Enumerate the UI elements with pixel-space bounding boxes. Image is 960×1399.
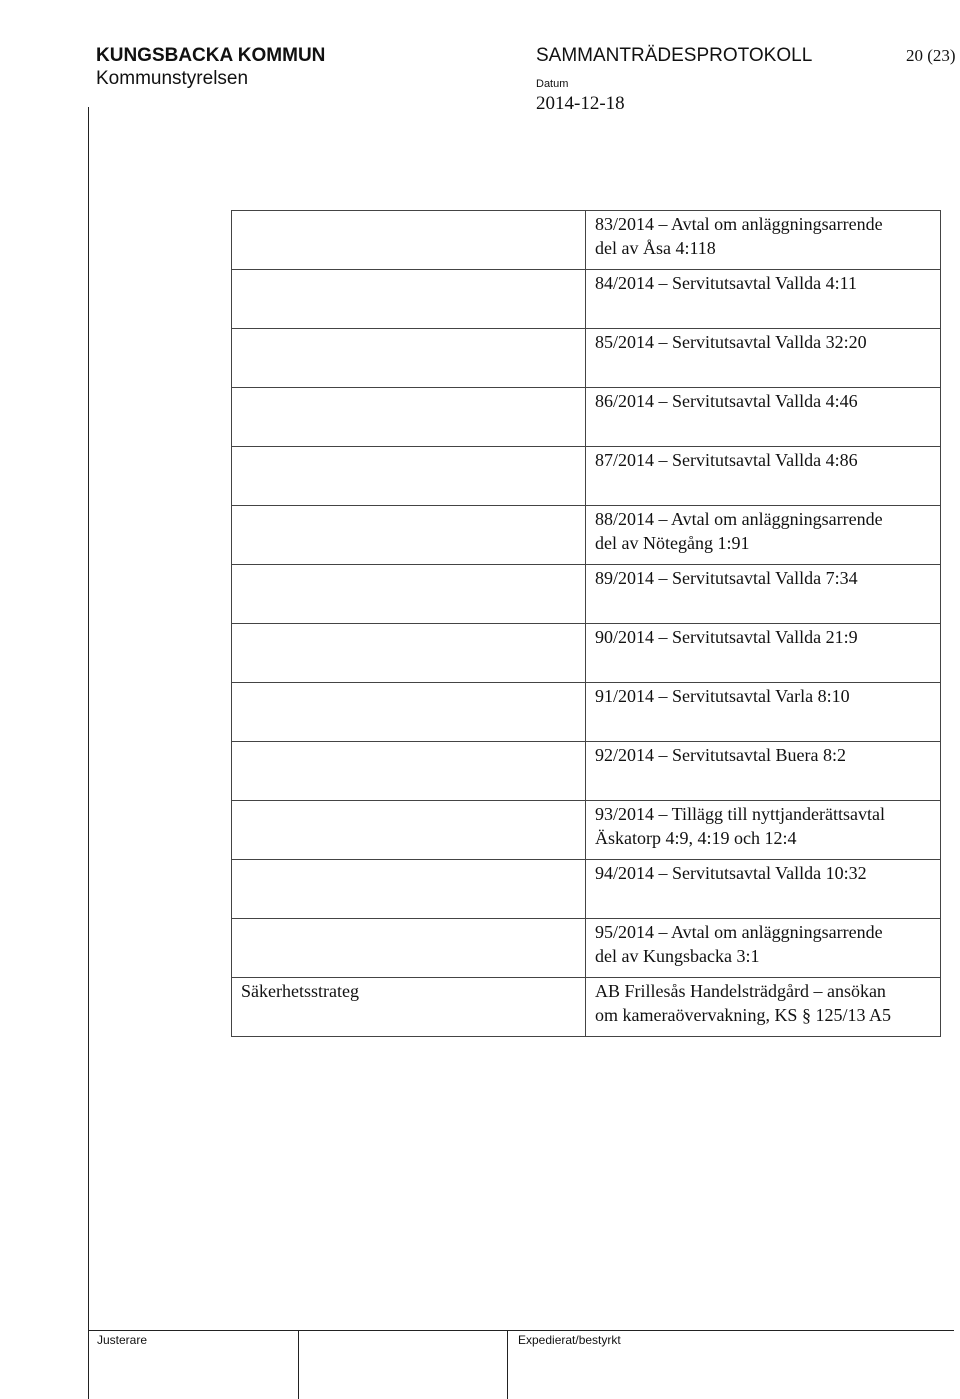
recipient-cell bbox=[232, 624, 586, 683]
paragraph-line: 87/2014 – Servitutsavtal Vallda 4:86 bbox=[595, 450, 858, 470]
paragraph-cell bbox=[586, 624, 941, 683]
paragraph-cell bbox=[586, 742, 941, 801]
paragraph-cell bbox=[586, 388, 941, 447]
paragraph-cell bbox=[586, 329, 941, 388]
margin-rule bbox=[88, 107, 89, 1399]
table-row bbox=[232, 270, 941, 329]
recipient-cell bbox=[232, 447, 586, 506]
table-row bbox=[232, 506, 941, 565]
paragraph-cell bbox=[586, 565, 941, 624]
paragraph-cell bbox=[586, 860, 941, 919]
org-unit: Kommunstyrelsen bbox=[96, 68, 249, 89]
recipient-cell bbox=[232, 506, 586, 565]
paragraph-line: om kameraövervakning, KS § 125/13 A5 bbox=[595, 1005, 891, 1025]
table-row bbox=[232, 447, 941, 506]
paragraph-line: 91/2014 – Servitutsavtal Varla 8:10 bbox=[595, 686, 850, 706]
paragraph-cell bbox=[586, 447, 941, 506]
org-name: KUNGSBACKA KOMMUN bbox=[96, 45, 326, 66]
table-row bbox=[232, 742, 941, 801]
document-type: SAMMANTRÄDESPROTOKOLL bbox=[536, 45, 813, 66]
paragraph-line: AB Frillesås Handelsträdgård – ansökan bbox=[595, 981, 886, 1001]
paragraph-cell bbox=[586, 211, 941, 270]
footer-divider bbox=[507, 1330, 508, 1399]
paragraph-cell bbox=[586, 683, 941, 742]
table-row bbox=[232, 211, 941, 270]
paragraph-line: 93/2014 – Tillägg till nyttjanderättsavtal bbox=[595, 804, 885, 824]
recipient-cell: Säkerhetsstrateg bbox=[232, 978, 586, 1037]
page-number: 20 (23) bbox=[906, 46, 956, 65]
recipient-cell bbox=[232, 860, 586, 919]
table-row bbox=[232, 624, 941, 683]
paragraph-line: Äskatorp 4:9, 4:19 och 12:4 bbox=[595, 828, 797, 848]
paragraph-line: 83/2014 – Avtal om anläggningsarrende bbox=[595, 214, 883, 234]
recipient-cell bbox=[232, 329, 586, 388]
paragraph-line: 84/2014 – Servitutsavtal Vallda 4:11 bbox=[595, 273, 857, 293]
table-row bbox=[232, 978, 941, 1037]
paragraph-cell bbox=[586, 506, 941, 565]
paragraph-line: 85/2014 – Servitutsavtal Vallda 32:20 bbox=[595, 332, 867, 352]
recipient-cell bbox=[232, 270, 586, 329]
expedierat-label: Expedierat/bestyrkt bbox=[518, 1333, 621, 1347]
table-row bbox=[232, 919, 941, 978]
table-row bbox=[232, 860, 941, 919]
footer-rule bbox=[88, 1330, 954, 1331]
recipient-cell bbox=[232, 211, 586, 270]
paragraph-line: 86/2014 – Servitutsavtal Vallda 4:46 bbox=[595, 391, 858, 411]
recipient-cell bbox=[232, 565, 586, 624]
paragraph-line: 94/2014 – Servitutsavtal Vallda 10:32 bbox=[595, 863, 867, 883]
paragraph-line: 89/2014 – Servitutsavtal Vallda 7:34 bbox=[595, 568, 858, 588]
table-row bbox=[232, 683, 941, 742]
justerare-label: Justerare bbox=[97, 1333, 148, 1347]
table-row bbox=[232, 801, 941, 860]
table-row bbox=[232, 388, 941, 447]
paragraph-cell bbox=[586, 801, 941, 860]
paragraph-table-body bbox=[232, 211, 941, 1037]
table-row bbox=[232, 329, 941, 388]
table-row bbox=[232, 565, 941, 624]
paragraph-cell bbox=[586, 978, 941, 1037]
recipient-cell bbox=[232, 742, 586, 801]
paragraph-table bbox=[231, 210, 941, 1037]
meeting-date: 2014-12-18 bbox=[536, 93, 625, 114]
recipient-cell bbox=[232, 388, 586, 447]
paragraph-cell bbox=[586, 919, 941, 978]
recipient-cell bbox=[232, 919, 586, 978]
paragraph-line: 92/2014 – Servitutsavtal Buera 8:2 bbox=[595, 745, 846, 765]
date-label: Datum bbox=[536, 78, 569, 90]
recipient-cell bbox=[232, 801, 586, 860]
recipient-cell bbox=[232, 683, 586, 742]
paragraph-line: 90/2014 – Servitutsavtal Vallda 21:9 bbox=[595, 627, 858, 647]
paragraph-cell bbox=[586, 270, 941, 329]
paragraph-line: 95/2014 – Avtal om anläggningsarrende bbox=[595, 922, 883, 942]
footer-divider bbox=[298, 1330, 299, 1399]
paragraph-line: 88/2014 – Avtal om anläggningsarrende bbox=[595, 509, 883, 529]
paragraph-line: del av Nötegång 1:91 bbox=[595, 533, 750, 553]
paragraph-line: del av Åsa 4:118 bbox=[595, 238, 716, 258]
paragraph-line: del av Kungsbacka 3:1 bbox=[595, 946, 760, 966]
